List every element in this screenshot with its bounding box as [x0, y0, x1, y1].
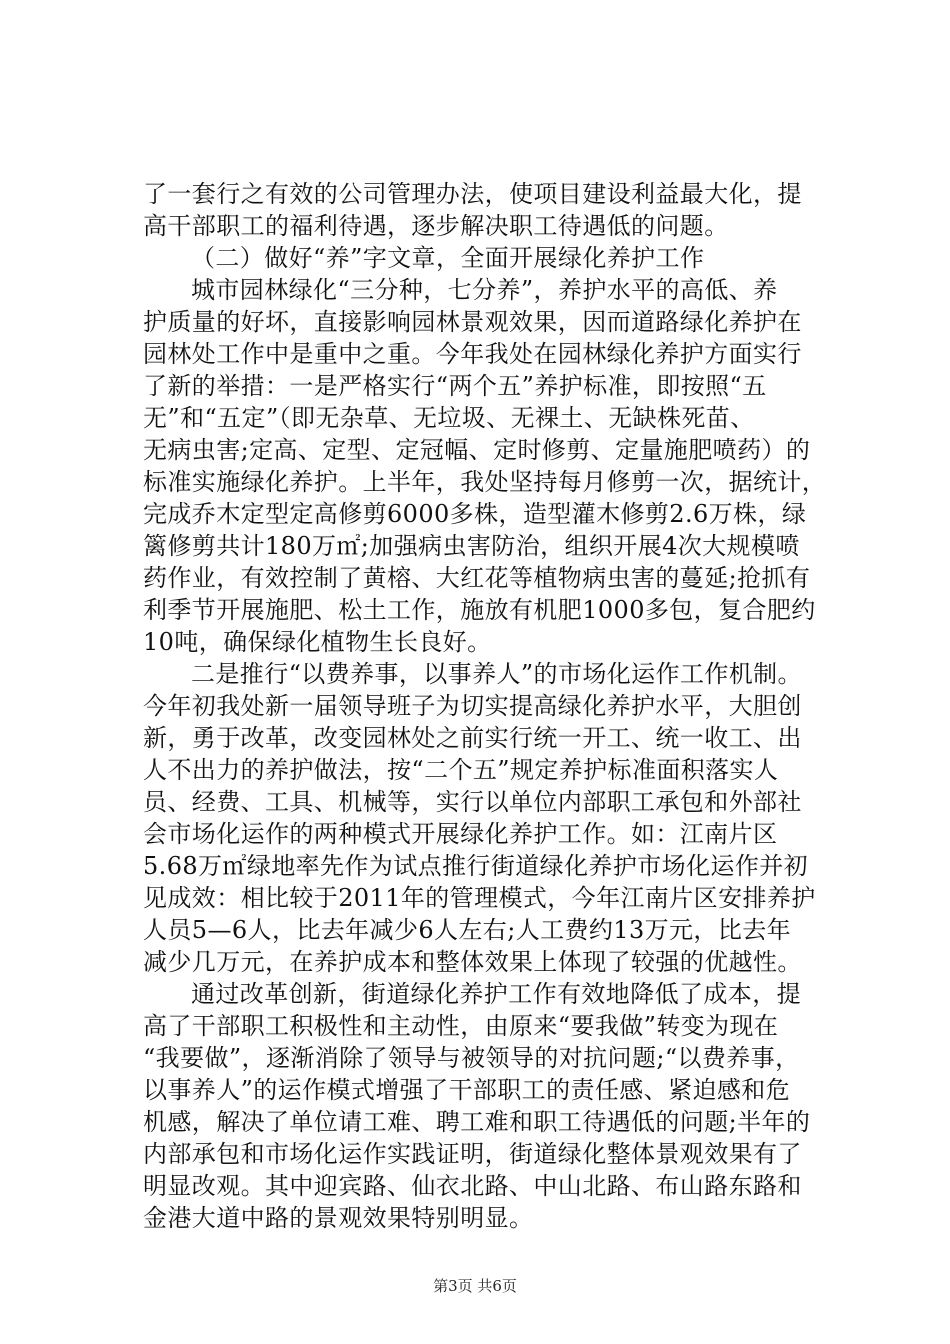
text-line: 药作业，有效控制了黄榕、大红花等植物病虫害的蔓延;抢抓有 — [143, 564, 811, 592]
text-line: 人不出力的养护做法，按“二个五”规定养护标准面积落实人 — [143, 756, 779, 784]
text-line: 员、经费、工具、机械等，实行以单位内部职工承包和外部社 — [143, 788, 802, 816]
text-line: 明显改观。其中迎宾路、仙衣北路、中山北路、布山路东路和 — [143, 1172, 802, 1200]
text-line: 标准实施绿化养护。上半年，我处坚持每月修剪一次，据统计， — [143, 468, 827, 496]
text-line: 高干部职工的福利待遇，逐步解决职工待遇低的问题。 — [143, 212, 729, 240]
text-line: 了一套行之有效的公司管理办法，使项目建设利益最大化，提 — [143, 180, 802, 208]
text-line: 机感，解决了单位请工难、聘工难和职工待遇低的问题;半年的 — [143, 1108, 811, 1136]
text-line: 园林处工作中是重中之重。今年我处在园林绿化养护方面实行 — [143, 340, 802, 368]
text-line: 篱修剪共计180万㎡;加强病虫害防治，组织开展4次大规模喷 — [143, 532, 800, 560]
page-number: 第3页 共6页 — [433, 1277, 517, 1295]
text-line: 10吨，确保绿化植物生长良好。 — [143, 628, 492, 656]
text-line: 内部承包和市场化运作实践证明，街道绿化整体景观效果有了 — [143, 1140, 802, 1168]
text-line: 会市场化运作的两种模式开展绿化养护工作。如：江南片区 — [143, 820, 778, 848]
text-line: 完成乔木定型定高修剪6000多株，造型灌木修剪2.6万株，绿 — [143, 500, 807, 528]
text-line: 无”和“五定”（即无杂草、无垃圾、无裸土、无缺株死苗、 — [143, 404, 755, 432]
text-line: 新，勇于改革，改变园林处之前实行统一开工、统一收工、出 — [143, 724, 802, 752]
text-line: 护质量的好坏，直接影响园林景观效果，因而道路绿化养护在 — [143, 308, 802, 336]
text-line: 金港大道中路的景观效果特别明显。 — [143, 1204, 534, 1232]
text-line: “我要做”，逐渐消除了领导与被领导的对抗问题;“以费养事， — [143, 1044, 800, 1072]
text-line: 城市园林绿化“三分种，七分养”，养护水平的高低、养 — [191, 276, 778, 304]
text-line: 高了干部职工积极性和主动性，由原来“要我做”转变为现在 — [143, 1012, 779, 1040]
text-line: 减少几万元，在养护成本和整体效果上体现了较强的优越性。 — [143, 948, 802, 976]
text-line: 今年初我处新一届领导班子为切实提高绿化养护水平，大胆创 — [143, 692, 802, 720]
text-line: 以事养人”的运作模式增强了干部职工的责任感、紧迫感和危 — [143, 1076, 791, 1104]
text-line: 二是推行“以费养事，以事养人”的市场化运作工作机制。 — [191, 660, 802, 688]
text-line: 无病虫害;定高、定型、定冠幅、定时修剪、定量施肥喷药）的 — [143, 436, 811, 464]
text-line: 了新的举措：一是严格实行“两个五”养护标准，即按照“五 — [143, 372, 767, 400]
text-line: 人员5—6人，比去年减少6人左右;人工费约13万元，比去年 — [143, 916, 792, 944]
text-line: 5.68万㎡绿地率先作为试点推行街道绿化养护市场化运作并初 — [143, 852, 809, 880]
text-line: 通过改革创新，街道绿化养护工作有效地降低了成本，提 — [191, 980, 801, 1008]
text-line: 见成效：相比较于2011年的管理模式，今年江南片区安排养护 — [143, 884, 816, 912]
section-heading: （二）做好“养”字文章，全面开展绿化养护工作 — [191, 244, 705, 272]
text-line: 利季节开展施肥、松土工作，施放有机肥1000多包，复合肥约 — [143, 596, 816, 624]
